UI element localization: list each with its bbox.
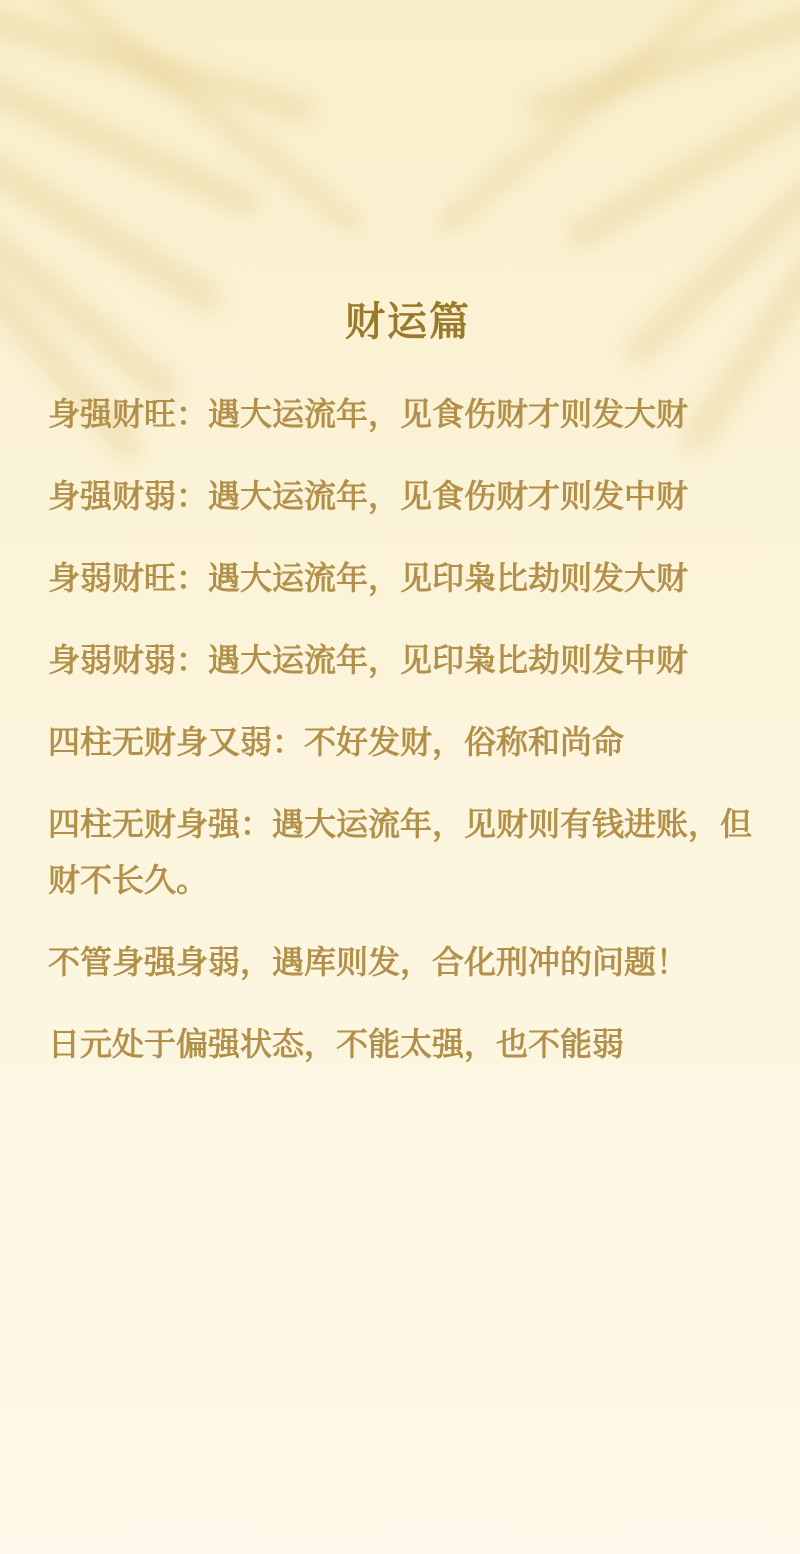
paragraph-treasury-note: 不管身强身弱，遇库则发，合化刑冲的问题！ bbox=[48, 944, 689, 980]
paragraph-body-strong-wealth-weak: 身强财弱：遇大运流年，见食伤财才则发中财 bbox=[48, 478, 689, 514]
paragraph-no-wealth-strong: 四柱无财身强：遇大运流年，见财则有钱进账，但财不长久。 bbox=[48, 806, 753, 898]
paragraph-no-wealth-weak: 四柱无财身又弱：不好发财，俗称和尚命 bbox=[48, 724, 625, 760]
paragraph-body-weak-wealth-strong: 身弱财旺：遇大运流年，见印枭比劫则发大财 bbox=[48, 560, 689, 596]
page-title: 财运篇 bbox=[345, 300, 471, 344]
paragraph-day-master-note: 日元处于偏强状态，不能太强，也不能弱 bbox=[48, 1026, 625, 1062]
paragraph-body-weak-wealth-weak: 身弱财弱：遇大运流年，见印枭比劫则发中财 bbox=[48, 642, 689, 678]
paragraph-body-strong-wealth-strong: 身强财旺：遇大运流年，见食伤财才则发大财 bbox=[48, 396, 689, 432]
